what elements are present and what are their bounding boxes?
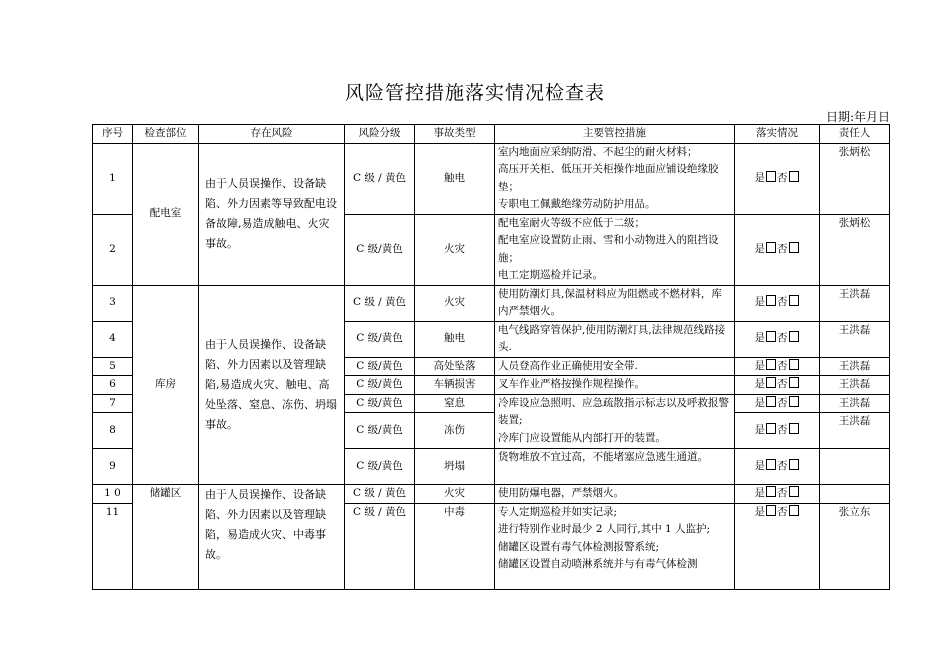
checkbox-yes[interactable] [766, 505, 776, 516]
checkbox-yes[interactable] [766, 242, 776, 253]
measures-cell: 使用防爆电器，严禁烟火。 [495, 485, 735, 504]
checkbox-no[interactable] [789, 423, 799, 434]
row-no: 8 [93, 413, 133, 449]
checkbox-no[interactable] [789, 486, 799, 497]
row-no: 2 [93, 214, 133, 285]
type-cell: 触电 [415, 143, 495, 214]
person-cell: 王洪磊 [820, 394, 890, 413]
type-cell: 火灾 [415, 285, 495, 321]
result-cell: 是 否 [735, 413, 820, 449]
type-cell: 火灾 [415, 485, 495, 504]
result-cell: 是 否 [735, 503, 820, 589]
person-cell: 王洪磊 [820, 413, 890, 449]
grade-cell: C 级/黄色 [345, 394, 415, 413]
grade-cell: C 级/黄色 [345, 357, 415, 376]
grade-cell: C 级/黄色 [345, 321, 415, 357]
person-cell: 王洪磊 [820, 376, 890, 395]
person-cell: 王洪磊 [820, 321, 890, 357]
result-cell: 是 否 [735, 376, 820, 395]
header-grade: 风险分级 [345, 125, 415, 144]
row-no: 7 [93, 394, 133, 413]
checkbox-yes[interactable] [766, 396, 776, 407]
type-cell: 中毒 [415, 503, 495, 589]
checkbox-no[interactable] [789, 171, 799, 182]
result-cell: 是 否 [735, 394, 820, 413]
grade-cell: C 级/黄色 [345, 214, 415, 285]
header-location: 检查部位 [133, 125, 199, 144]
grade-cell: C 级 / 黄色 [345, 503, 415, 589]
risk-check-table [92, 124, 890, 590]
type-cell: 高处坠落 [415, 357, 495, 376]
measures-cell: 冷库设应急照明、应急疏散指示标志以及呼救报警装置; 冷库门应设置能从内部打开的装置。 [495, 394, 735, 449]
header-result: 落实情况 [735, 125, 820, 144]
location-cell: 库房 [133, 285, 199, 485]
row-no: 5 [93, 357, 133, 376]
checkbox-no[interactable] [789, 359, 799, 370]
table-row [93, 143, 890, 214]
row-no: 9 [93, 449, 133, 485]
page-title: 风险管控措施落实情况检查表 [344, 82, 605, 104]
checkbox-no[interactable] [789, 396, 799, 407]
result-cell: 是 否 [735, 485, 820, 504]
measures-cell: 配电室耐火等级不应低于二级； 配电室应设置防止雨、雪和小动物进入的阻挡设施； 电工定期巡检并记录。 [495, 214, 735, 285]
checkbox-no[interactable] [789, 331, 799, 342]
person-cell: 王洪磊 [820, 285, 890, 321]
checkbox-yes[interactable] [766, 377, 776, 388]
person-cell: 张炳松 [820, 214, 890, 285]
checkbox-yes[interactable] [766, 331, 776, 342]
person-cell [820, 485, 890, 504]
result-cell: 是 否 [735, 143, 820, 214]
checkbox-yes[interactable] [766, 423, 776, 434]
header-row [93, 125, 890, 144]
type-cell: 车辆损害 [415, 376, 495, 395]
measures-cell: 专人定期巡检并如实记录; 进行特别作业时最少 2 人同行,其中 1 人监护; 储罐区设置有毒气体检测报警系统; 储罐区设置自动喷淋系统并与有毒气体检测 [495, 503, 735, 589]
date-label: 日期:年月日 [825, 110, 890, 124]
row-no: 3 [93, 285, 133, 321]
checkbox-yes[interactable] [766, 459, 776, 470]
table-row [93, 485, 890, 504]
type-cell: 坍塌 [415, 449, 495, 485]
grade-cell: C 级 / 黄色 [345, 485, 415, 504]
checkbox-no[interactable] [789, 459, 799, 470]
measures-cell: 货物堆放不宜过高，不能堵塞应急逃生通道。 [495, 449, 735, 485]
type-cell: 冻伤 [415, 413, 495, 449]
checkbox-yes[interactable] [766, 486, 776, 497]
measures-cell: 电气线路穿管保护,使用防潮灯具,法律规范线路接头. [495, 321, 735, 357]
checkbox-no[interactable] [789, 295, 799, 306]
type-cell: 窒息 [415, 394, 495, 413]
row-no: 11 [93, 503, 133, 589]
result-cell: 是 否 [735, 449, 820, 485]
location-cell: 储罐区 [133, 485, 199, 590]
checkbox-no[interactable] [789, 377, 799, 388]
measures-cell: 人员登高作业正确使用安全带. [495, 357, 735, 376]
risk-cell: 由于人员误操作、设备缺陷、外力因素等导致配电设备故障,易造成触电、火灾事故。 [199, 143, 345, 285]
person-cell: 王洪磊 [820, 357, 890, 376]
row-no: 4 [93, 321, 133, 357]
row-no: 1 [93, 143, 133, 214]
type-cell: 触电 [415, 321, 495, 357]
row-no: 1 0 [93, 485, 133, 504]
table-row [93, 285, 890, 321]
measures-cell: 叉车作业严格按操作规程操作。 [495, 376, 735, 395]
result-cell: 是 否 [735, 285, 820, 321]
location-cell: 配电室 [133, 143, 199, 285]
type-cell: 火灾 [415, 214, 495, 285]
person-cell: 张立东 [820, 503, 890, 589]
grade-cell: C 级/黄色 [345, 376, 415, 395]
checkbox-no[interactable] [789, 505, 799, 516]
grade-cell: C 级 / 黄色 [345, 285, 415, 321]
measures-cell: 使用防潮灯具,保温材料应为阻燃或不燃材料，库内严禁烟火。 [495, 285, 735, 321]
header-no: 序号 [93, 125, 133, 144]
checkbox-yes[interactable] [766, 295, 776, 306]
result-cell: 是 否 [735, 214, 820, 285]
grade-cell: C 级/黄色 [345, 413, 415, 449]
person-cell: 张炳松 [820, 143, 890, 214]
checkbox-yes[interactable] [766, 171, 776, 182]
measures-cell: 室内地面应采纳防滑、不起尘的耐火材料； 高压开关柜、低压开关柜操作地面应铺设绝缘胶垫； 专职电工佩戴绝缘劳动防护用品。 [495, 143, 735, 214]
checkbox-no[interactable] [789, 242, 799, 253]
header-risk: 存在风险 [199, 125, 345, 144]
grade-cell: C 级/黄色 [345, 449, 415, 485]
person-cell [820, 449, 890, 485]
result-cell: 是 否 [735, 321, 820, 357]
header-measures: 主要管控措施 [495, 125, 735, 144]
checkbox-yes[interactable] [766, 359, 776, 370]
grade-cell: C 级 / 黄色 [345, 143, 415, 214]
risk-cell: 由于人员误操作、设备缺陷、外力因素以及管理缺陷,易造成火灾、触电、高处坠落、窒息、冻伤、坍塌事故。 [199, 285, 345, 485]
risk-cell: 由于人员误操作、设备缺陷、外力因素以及管理缺陷，易造成火灾、中毒事故。 [199, 485, 345, 590]
row-no: 6 [93, 376, 133, 395]
result-cell: 是 否 [735, 357, 820, 376]
header-person: 责任人 [820, 125, 890, 144]
header-type: 事故类型 [415, 125, 495, 144]
